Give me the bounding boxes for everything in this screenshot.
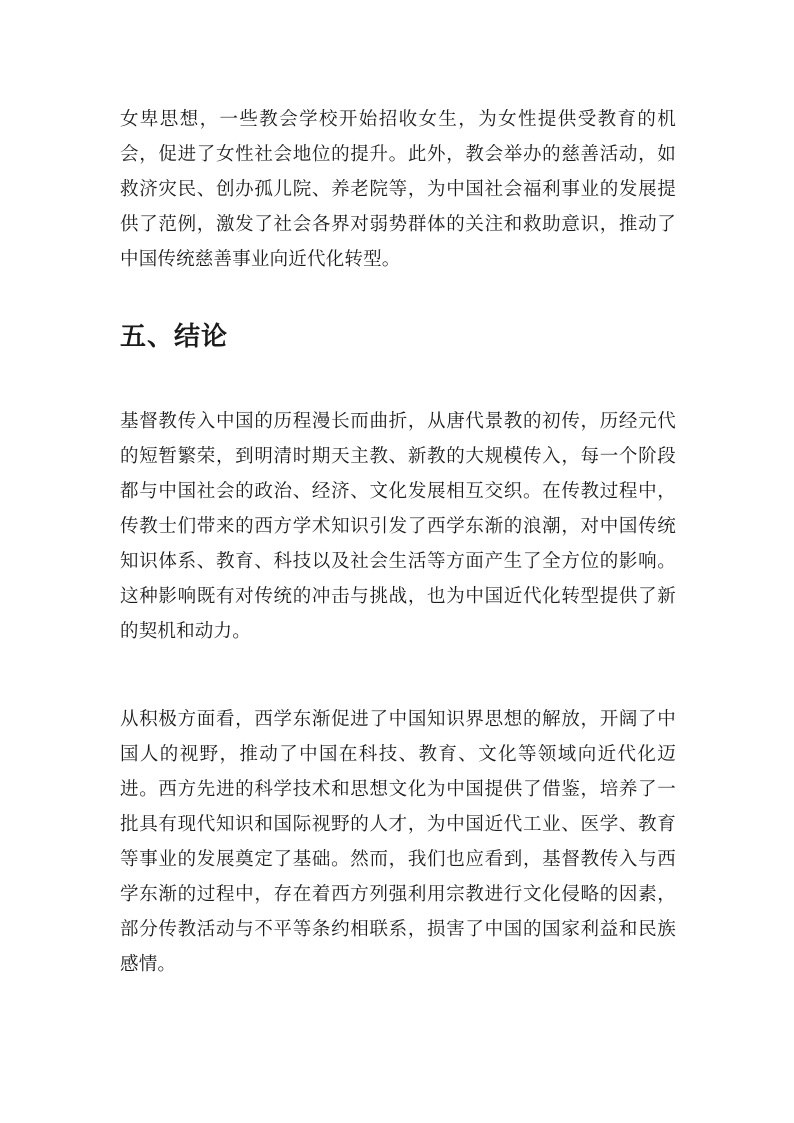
paragraph-positive-aspects: 从积极方面看，西学东渐促进了中国知识界思想的解放，开阔了中国人的视野，推动了中国在科技、教育、文化等领域向近代化迈进。西方先进的科学技术和思想文化为中国提供了借鉴，培养了一批具有现代知识和国际视野的人才，为中国近代工业、医学、教育等事业的发展奠定了基础。然而，我们也应看到，基督教传入与西学东渐的过程中，存在着西方列强利用宗教进行文化侵略的因素，部分传教活动与不平等条约相联系，损害了中国的国家利益和民族感情。 <box>120 709 676 975</box>
section-heading-conclusion: 五、结论 <box>120 322 229 352</box>
paragraph-conclusion-intro: 基督教传入中国的历程漫长而曲折，从唐代景教的初传，历经元代的短暂繁荣，到明清时期天主教、新教的大规模传入，每一个阶段都与中国社会的政治、经济、文化发展相互交织。在传教过程中，传教士们带来的西方学术知识引发了西学东渐的浪潮，对中国传统知识体系、教育、科技以及社会生活等方面产生了全方位的影响。这种影响既有对传统的冲击与挑战，也为中国近代化转型提供了新的契机和动力。 <box>120 411 676 642</box>
paragraph-continuation: 女卑思想，一些教会学校开始招收女生，为女性提供受教育的机会，促进了女性社会地位的提升。此外，教会举办的慈善活动，如救济灾民、创办孤儿院、养老院等，为中国社会福利事业的发展提供了范例，激发了社会各界对弱势群体的关注和救助意识，推动了中国传统慈善事业向近代化转型。 <box>120 109 676 270</box>
